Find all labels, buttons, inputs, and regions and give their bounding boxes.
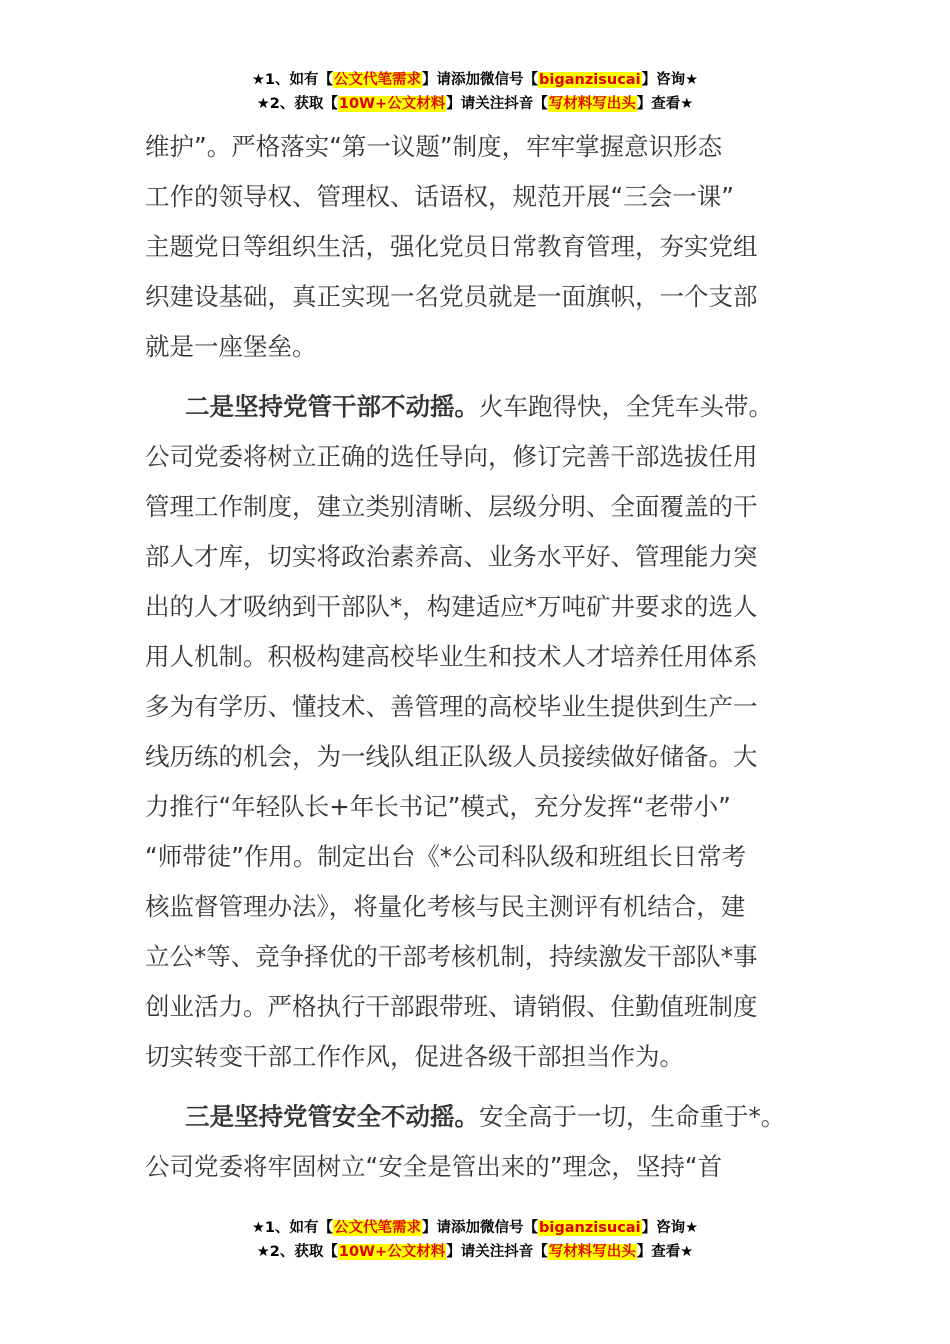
banner-text: 】查看★ [636, 96, 694, 112]
text-segment: 安全高于一切，生命重于*。 [479, 1102, 786, 1131]
text-line: 工作的领导权、管理权、话语权，规范开展“三会一课” [145, 182, 734, 211]
section-heading: 二是坚持党管干部不动摇。 [185, 392, 479, 421]
banner-text: ★1、如有【 [251, 1220, 334, 1236]
banner-text: 】请关注抖音【 [446, 1244, 548, 1260]
text-line: 主题党日等组织生活，强化党员日常教育管理，夯实党组 [145, 232, 758, 261]
highlight-wechat-id: biganzisucai [539, 1220, 641, 1236]
highlight-ghostwriting: 公文代笔需求 [334, 1220, 422, 1236]
text-line: 公司党委将树立正确的选任导向，修订完善干部选拔任用 [145, 442, 758, 471]
banner-line-1 [0, 68, 950, 92]
text-line: 公司党委将牢固树立“安全是管出来的”理念，坚持“首 [145, 1152, 723, 1181]
text-line [145, 1092, 810, 1142]
section-heading: 三是坚持党管安全不动摇。 [185, 1102, 479, 1131]
text-line: 线历练的机会，为一线队组正队级人员接续做好储备。大 [145, 742, 758, 771]
banner-text: 】查看★ [636, 1244, 694, 1260]
highlight-materials: 10W+公文材料 [338, 1244, 446, 1260]
paragraph-cadre-management [145, 382, 810, 1082]
banner-text: ★2、获取【 [256, 1244, 338, 1260]
paragraph-party-building [145, 122, 810, 372]
banner-text: ★2、获取【 [256, 96, 338, 112]
text-line: 多为有学历、懂技术、善管理的高校毕业生提供到生产一 [145, 692, 758, 721]
banner-text: 】请关注抖音【 [446, 96, 548, 112]
banner-line-2 [0, 1240, 950, 1264]
banner-line-1 [0, 1216, 950, 1240]
text-line: 出的人才吸纳到干部队*，构建适应*万吨矿井要求的选人 [145, 592, 758, 621]
text-line: 切实转变干部工作作风，促进各级干部担当作为。 [145, 1042, 684, 1071]
text-line: 创业活力。严格执行干部跟带班、请销假、住勤值班制度 [145, 992, 758, 1021]
text-line: 核监督管理办法》，将量化考核与民主测评有机结合，建 [145, 892, 746, 921]
footer-banner [0, 1216, 950, 1264]
header-banner [0, 68, 950, 116]
highlight-douyin-account: 写材料写出头 [548, 1244, 636, 1260]
paragraph-safety-management [145, 1092, 810, 1192]
banner-text: 】咨询★ [641, 1220, 699, 1236]
highlight-douyin-account: 写材料写出头 [548, 96, 636, 112]
text-line: 就是一座堡垒。 [145, 332, 317, 361]
banner-text: 】请添加微信号【 [422, 72, 539, 88]
highlight-wechat-id: biganzisucai [539, 72, 641, 88]
banner-text: 】请添加微信号【 [422, 1220, 539, 1236]
highlight-ghostwriting: 公文代笔需求 [334, 72, 422, 88]
banner-line-2 [0, 92, 950, 116]
banner-text: 】咨询★ [641, 72, 699, 88]
document-body [145, 122, 810, 1192]
text-segment: 火车跑得快，全凭车头带。 [479, 392, 773, 421]
text-line: “师带徒”作用。制定出台《*公司科队级和班组长日常考 [145, 842, 747, 871]
text-line: 部人才库，切实将政治素养高、业务水平好、管理能力突 [145, 542, 758, 571]
highlight-materials: 10W+公文材料 [338, 96, 446, 112]
banner-text: ★1、如有【 [251, 72, 334, 88]
text-line: 维护”。严格落实“第一议题”制度，牢牢掌握意识形态 [145, 132, 723, 161]
text-line: 立公*等、竞争择优的干部考核机制，持续激发干部队*事 [145, 942, 758, 971]
text-line: 力推行“年轻队长+年长书记”模式，充分发挥“老带小” [145, 792, 731, 821]
text-line: 织建设基础，真正实现一名党员就是一面旗帜，一个支部 [145, 282, 758, 311]
text-line: 用人机制。积极构建高校毕业生和技术人才培养任用体系 [145, 642, 758, 671]
text-line [145, 382, 810, 432]
text-line: 管理工作制度，建立类别清晰、层级分明、全面覆盖的干 [145, 492, 758, 521]
